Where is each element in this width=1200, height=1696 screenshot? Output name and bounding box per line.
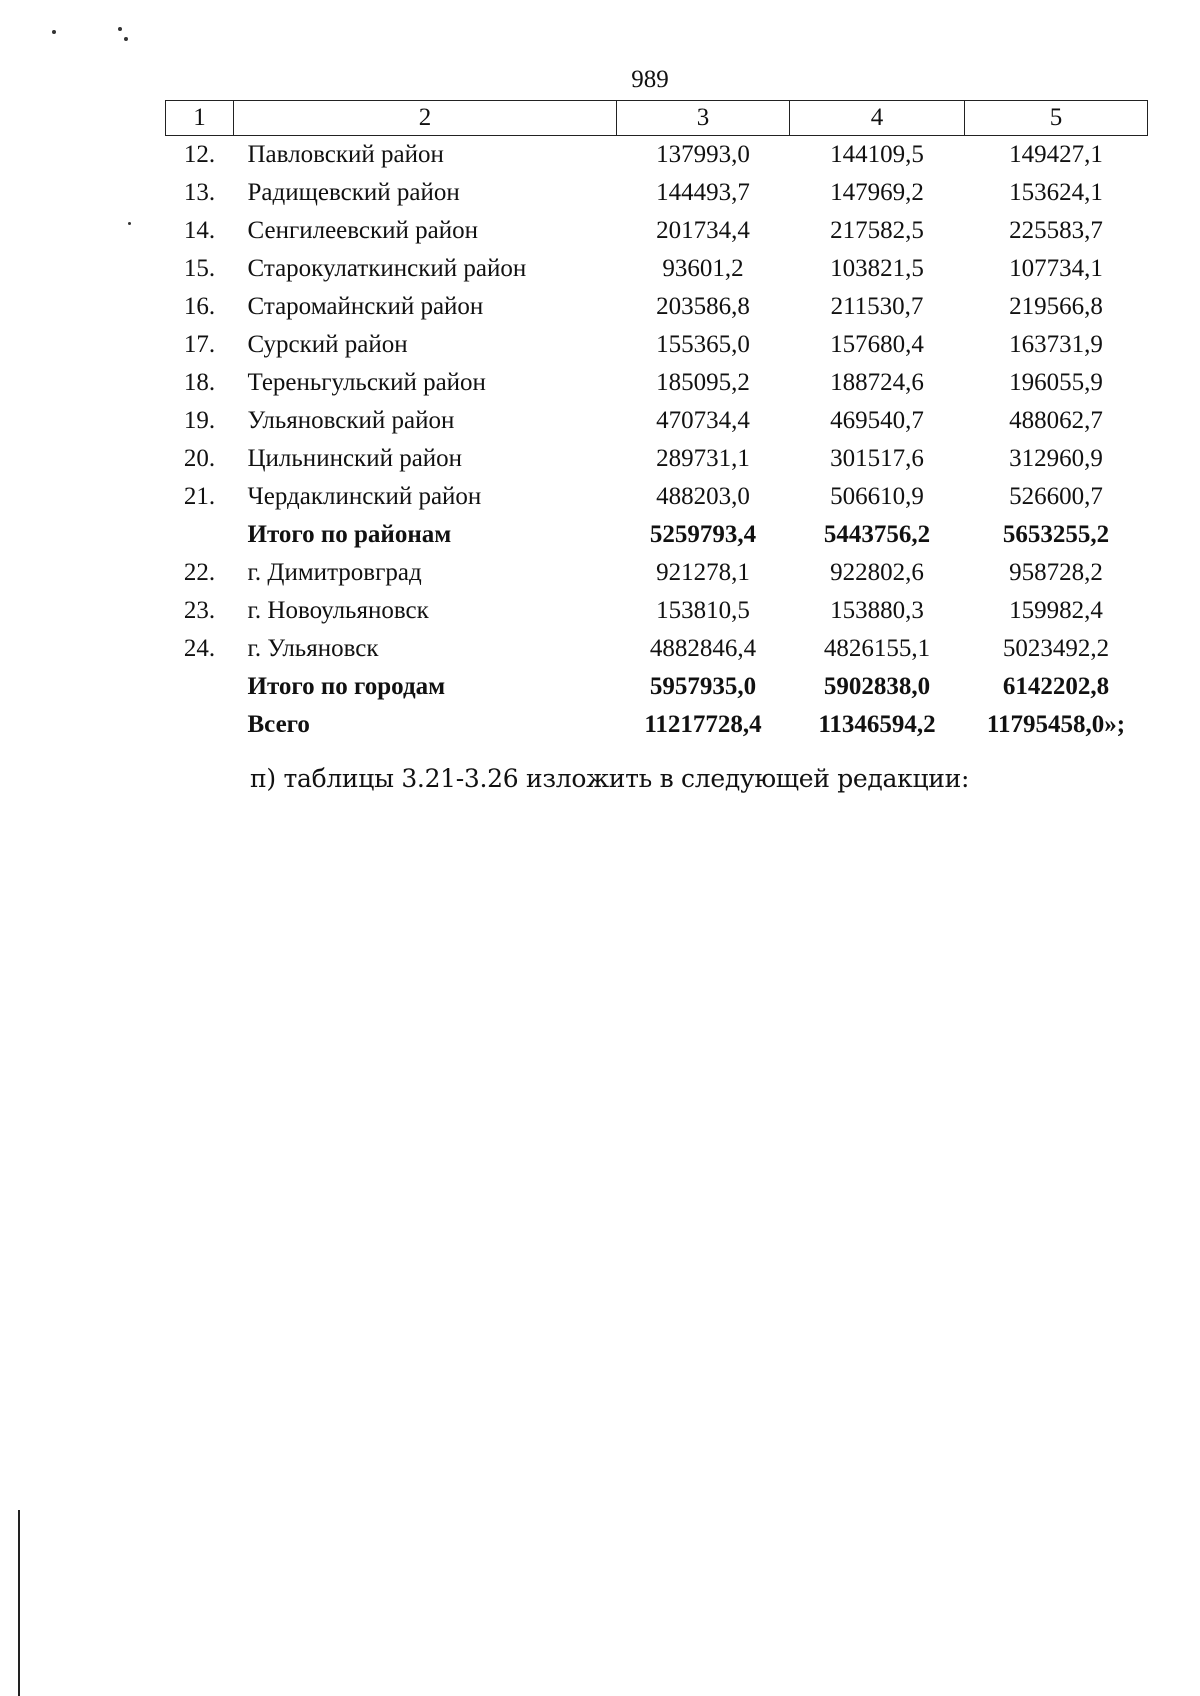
table-row [166,478,1148,516]
row-value-col3: 5957935,0 [649,673,757,700]
row-number: 15. [183,255,216,282]
table-body [166,136,1148,745]
row-value-col4: 147969,2 [830,179,924,206]
table-row [166,326,1148,364]
row-name: Итого по районам [247,521,452,548]
row-value-col4: 144109,5 [830,141,924,168]
row-name: Тереньгульский район [247,369,486,396]
row-value-col5: 219566,8 [1009,293,1103,320]
row-value-col3: 144493,7 [656,179,750,206]
row-name: Старокулаткинский район [247,255,527,282]
row-value-col5: 153624,1 [1009,179,1103,206]
row-value-col4: 5443756,2 [823,521,931,548]
header-col-2: 2 [234,101,617,136]
row-name: г. Новоульяновск [247,597,429,624]
row-value-col5: 6142202,8 [1002,673,1110,700]
row-value-col5: 312960,9 [1009,445,1103,472]
page-number: 989 [631,66,669,93]
table-row [166,592,1148,630]
row-name: Чердаклинский район [247,483,482,510]
row-value-col3: 201734,4 [656,217,750,244]
row-number [166,668,234,706]
row-value-col3: 289731,1 [656,445,750,472]
row-number: 12. [183,141,216,168]
table-row [166,402,1148,440]
table-row [166,554,1148,592]
row-number: 20. [183,445,216,472]
table-row [166,630,1148,668]
header-col-5: 5 [965,101,1148,136]
row-value-col4: 4826155,1 [823,635,931,662]
note-text: п) таблицы 3.21-3.26 изложить в следующей редакции: [250,764,970,793]
budget-table [165,100,1148,744]
row-number: 14. [183,217,216,244]
row-name: Сенгилеевский район [247,217,479,244]
scan-speck [52,30,56,34]
row-name: Итого по городам [247,673,446,700]
row-value-col4: 217582,5 [830,217,924,244]
row-value-col3: 470734,4 [656,407,750,434]
table-row [166,250,1148,288]
row-value-col3: 153810,5 [656,597,750,624]
row-value-col4: 5902838,0 [823,673,931,700]
table-row [166,440,1148,478]
row-value-col4: 153880,3 [830,597,924,624]
row-name: Радищевский район [247,179,460,206]
row-value-col3: 5259793,4 [649,521,757,548]
row-value-col5: 159982,4 [1009,597,1103,624]
row-value-col4: 301517,6 [830,445,924,472]
row-value-col4: 157680,4 [830,331,924,358]
table-total-row [166,706,1148,744]
row-value-col4: 211530,7 [830,293,924,320]
table-total-row [166,668,1148,706]
row-value-col5: 107734,1 [1009,255,1103,282]
row-name: Всего [247,711,310,738]
row-value-col3: 488203,0 [656,483,750,510]
row-value-col3: 93601,2 [662,255,744,282]
table-header-row [166,101,1148,136]
table-row [166,212,1148,250]
row-value-col3: 155365,0 [656,331,750,358]
row-name: Старомайнский район [247,293,484,320]
row-value-col5: 196055,9 [1009,369,1103,396]
row-value-col4: 922802,6 [830,559,924,586]
row-value-col3: 4882846,4 [649,635,757,662]
scan-speck [124,37,128,41]
row-number [166,516,234,554]
row-number: 13. [183,179,216,206]
scan-speck [128,222,131,225]
row-number: 23. [183,597,216,624]
table-row [166,288,1148,326]
table-row [166,136,1148,175]
row-number: 18. [183,369,216,396]
row-number [166,706,234,744]
row-value-col4: 506610,9 [830,483,924,510]
row-value-col3: 137993,0 [656,141,750,168]
table-total-row [166,516,1148,554]
row-value-col5: 149427,1 [1009,141,1103,168]
row-name: Павловский район [247,141,444,168]
row-value-col5: 225583,7 [1009,217,1103,244]
table-row [166,364,1148,402]
row-name: Цильнинский район [247,445,463,472]
row-number: 24. [183,635,216,662]
row-number: 17. [183,331,216,358]
table-row [166,174,1148,212]
row-name: Сурский район [247,331,408,358]
row-value-col4: 103821,5 [830,255,924,282]
row-value-col4: 11346594,2 [818,711,936,738]
row-value-col5: 11795458,0»; [986,711,1126,738]
row-number: 19. [183,407,216,434]
row-number: 22. [183,559,216,586]
row-value-col5: 5653255,2 [1002,521,1110,548]
header-col-1: 1 [166,101,234,136]
row-value-col3: 185095,2 [656,369,750,396]
scan-speck [118,27,122,31]
row-name: г. Димитровград [247,559,422,586]
row-name: Ульяновский район [247,407,455,434]
row-name: г. Ульяновск [247,635,379,662]
row-value-col5: 5023492,2 [1002,635,1110,662]
row-value-col3: 203586,8 [656,293,750,320]
row-number: 21. [183,483,216,510]
row-value-col4: 188724,6 [830,369,924,396]
row-number: 16. [183,293,216,320]
row-value-col5: 163731,9 [1009,331,1103,358]
row-value-col3: 921278,1 [656,559,750,586]
row-value-col4: 469540,7 [830,407,924,434]
row-value-col5: 526600,7 [1009,483,1103,510]
row-value-col3: 11217728,4 [644,711,762,738]
scan-margin-line [18,1510,20,1696]
header-col-4: 4 [790,101,965,136]
header-col-3: 3 [617,101,790,136]
row-value-col5: 958728,2 [1009,559,1103,586]
row-value-col5: 488062,7 [1009,407,1103,434]
